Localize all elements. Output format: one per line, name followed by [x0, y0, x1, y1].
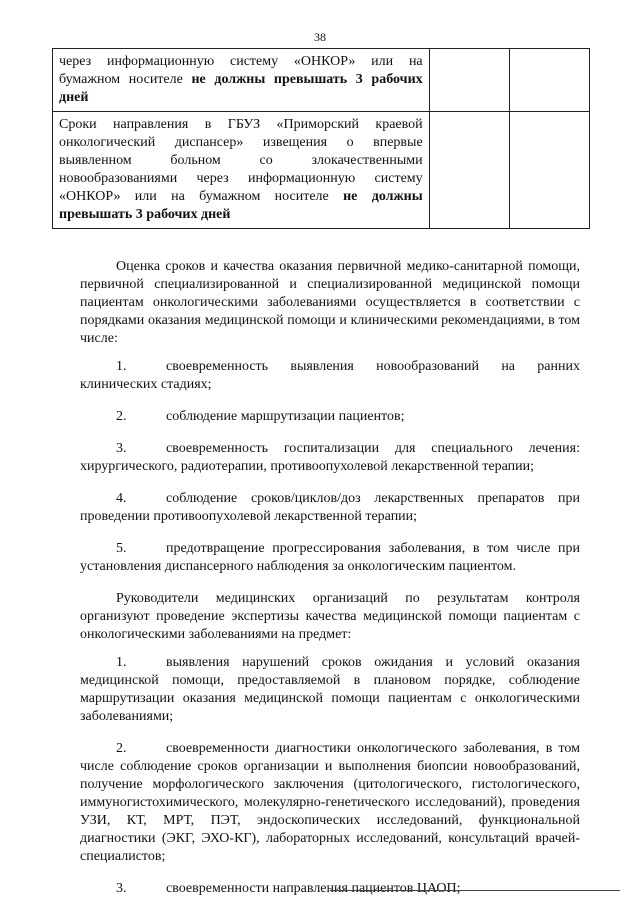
page-number: 38 — [314, 30, 326, 44]
list-item — [80, 740, 580, 866]
table-cell-text — [53, 49, 430, 112]
list-text: предотвращение прогрессирования заболевания, в том числе при установления диспансерного наблюдения за онкологическим пациентом. — [80, 541, 580, 574]
cell-text: через информационную систему «ОНКОР» или на бумажном носителе — [59, 54, 423, 87]
bottom-divider — [330, 890, 620, 891]
list-text: соблюдение сроков/циклов/доз лекарственных препаратов при проведении противоопухолевой лекарственной терапии; — [80, 491, 580, 524]
list-number: 5. — [116, 541, 127, 556]
table-cell-empty — [429, 112, 509, 229]
cell-text-bold: не должны превышать 3 рабочих дней — [59, 189, 423, 222]
list-item — [80, 408, 580, 426]
list-item — [80, 440, 580, 476]
intro-paragraph: Оценка сроков и качества оказания первичной медико-санитарной помощи, первичной специализированной и специализированной медицинской помощи пациентам онкологическими заболеваниями осуществляется в соответствии с порядками оказания медицинской помощи и клиническими рекомендациями, в том числе: — [80, 259, 580, 346]
list-number: 1. — [116, 359, 127, 374]
list-item — [80, 654, 580, 726]
list-text: своевременность выявления новообразований на ранних клинических стадиях; — [80, 359, 580, 392]
list-number: 4. — [116, 491, 127, 506]
control-paragraph: Руководители медицинских организаций по результатам контроля организуют проведение экспертизы качества медицинской помощи пациентам с онкологическими заболеваниями на предмет: — [80, 591, 580, 642]
list-item — [80, 490, 580, 526]
list-item — [80, 880, 580, 898]
document-body — [80, 258, 580, 912]
list-text: выявления нарушений сроков ожидания и условий оказания медицинской помощи, предоставляемой в плановом порядке, соблюдение маршрутизации оказания медицинской помощи пациентам с онкологическими заболеваниями; — [80, 655, 580, 724]
cell-text: Сроки направления в ГБУЗ «Приморский краевой онкологический диспансер» извещения о впервые выявленном больном со злокачественными новообразованиями через информационную систему «ОНКОР» или на бумажном носителе — [59, 117, 423, 204]
list-text: своевременности диагностики онкологического заболевания, в том числе соблюдение сроков организации и выполнения биопсии новообразований, получение морфологического заключения (цитологического, гистологического, иммуногистохимического, молекулярно-генетического исследований), проведения УЗИ, КТ, МРТ, ПЭТ, эндоскопических исследований, функциональной диагностики (ЭКГ, ЭХО-КГ), лабораторных исследований, консультаций врачей-специалистов; — [80, 741, 580, 864]
table-cell-empty — [429, 49, 509, 112]
list-number: 2. — [116, 741, 127, 756]
table-row — [53, 49, 590, 112]
list-text: своевременности направления пациентов ЦАОП; — [166, 881, 461, 896]
table-cell-empty — [509, 112, 589, 229]
list-number: 3. — [116, 441, 127, 456]
list-number: 3. — [116, 881, 127, 896]
cell-text-bold: не должны превышать 3 рабочих дней — [59, 72, 423, 105]
list-number: 2. — [116, 409, 127, 424]
table-row — [53, 112, 590, 229]
list-text: соблюдение маршрутизации пациентов; — [166, 409, 405, 424]
list-item — [80, 540, 580, 576]
list-text: своевременность госпитализации для специального лечения: хирургического, радиотерапии, противоопухолевой лекарственной терапии; — [80, 441, 580, 474]
list-number: 1. — [116, 655, 127, 670]
table-cell-empty — [509, 49, 589, 112]
criteria-table — [52, 48, 590, 229]
list-item — [80, 358, 580, 394]
table-cell-text — [53, 112, 430, 229]
